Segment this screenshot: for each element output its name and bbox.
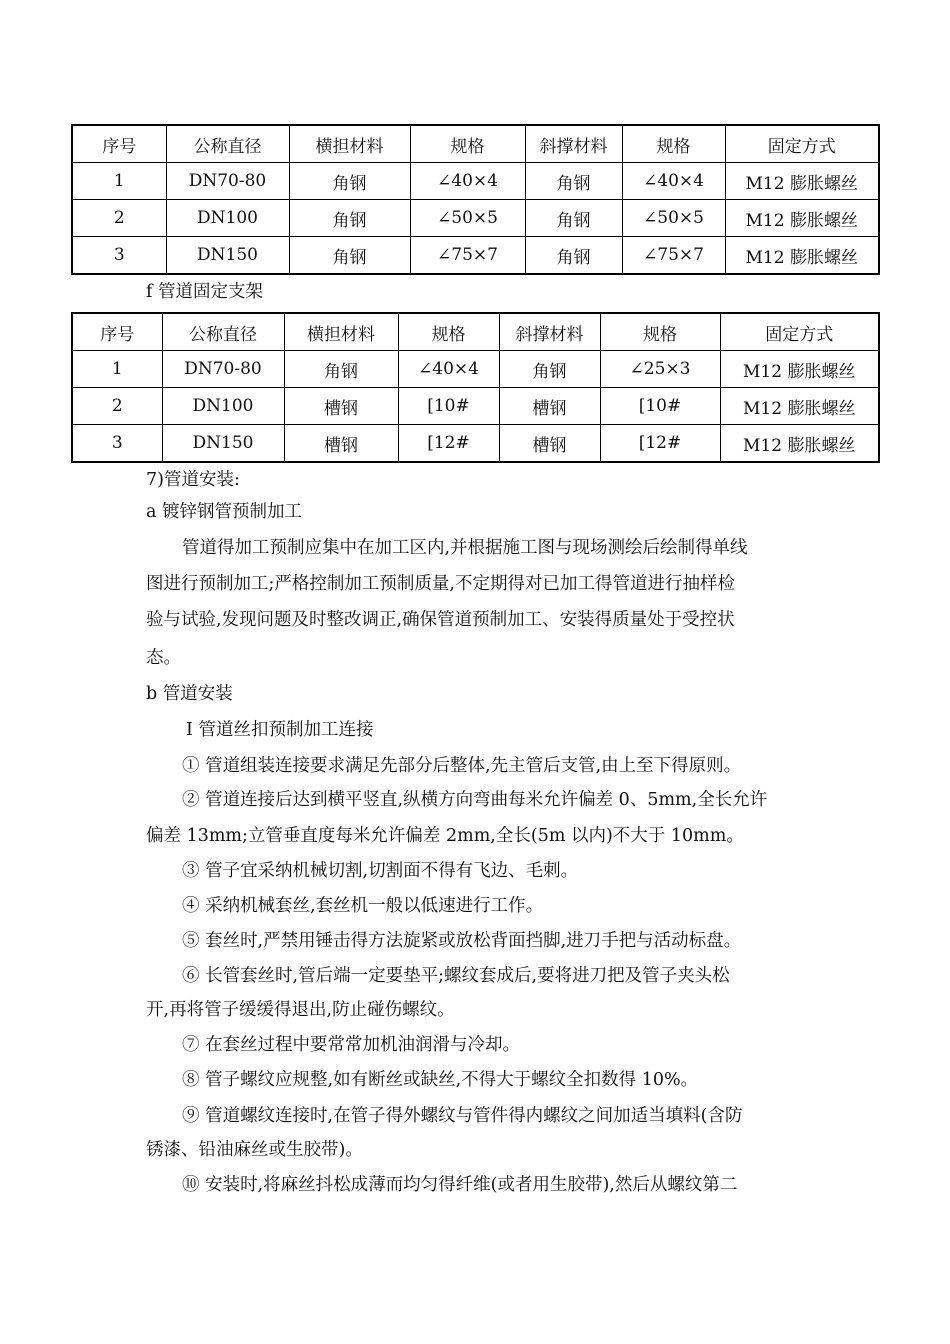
- table-cell: 角钢: [525, 163, 622, 200]
- table-cell: 角钢: [289, 163, 410, 200]
- header-cell: 斜撑材料: [499, 313, 600, 351]
- table-row: [72, 388, 879, 425]
- section-heading: 7)管道安装:: [146, 470, 240, 490]
- table-cell: DN150: [166, 237, 289, 275]
- list-item: ⑨ 管道螺纹连接时,在管子得外螺纹与管件得内螺纹之间加适当填料(含防: [182, 1106, 743, 1126]
- table-cell: [10#: [398, 388, 499, 425]
- table-cell: DN150: [162, 425, 284, 463]
- table-cell: ∠25×3: [600, 351, 720, 388]
- table-cell: ∠75×7: [622, 237, 725, 275]
- table-cell: ∠40×4: [410, 163, 525, 200]
- table-row: [72, 351, 879, 388]
- table-cell: 角钢: [289, 237, 410, 275]
- table-cell: 2: [72, 200, 166, 237]
- bracket-spec-table-2: [71, 312, 880, 463]
- list-item: ② 管道连接后达到横平竖直,纵横方向弯曲每米允许偏差 0、5mm,全长允许: [182, 790, 768, 810]
- table-cell: ∠75×7: [410, 237, 525, 275]
- list-item: ④ 采纳机械套丝,套丝机一般以低速进行工作。: [182, 896, 544, 916]
- header-cell: 公称直径: [166, 125, 289, 163]
- table-cell: M12 膨胀螺丝: [725, 200, 879, 237]
- header-cell: 规格: [398, 313, 499, 351]
- paragraph-line: 验与试验,发现问题及时整改调正,确保管道预制加工、安装得质量处于受控状: [146, 610, 735, 630]
- table-cell: DN70-80: [166, 163, 289, 200]
- table-cell: 槽钢: [499, 388, 600, 425]
- table-cell: [12#: [398, 425, 499, 463]
- table-cell: 角钢: [284, 351, 398, 388]
- table-header-row: [72, 125, 879, 163]
- list-item: ⑦ 在套丝过程中要常常加机油润滑与冷却。: [182, 1035, 521, 1055]
- table-cell: 2: [72, 388, 162, 425]
- header-cell: 规格: [600, 313, 720, 351]
- table-cell: 3: [72, 237, 166, 275]
- header-cell: 固定方式: [720, 313, 879, 351]
- table-cell: M12 膨胀螺丝: [720, 351, 879, 388]
- table-cell: 1: [72, 351, 162, 388]
- table-header-row: [72, 313, 879, 351]
- subsection-heading: b 管道安装: [146, 684, 233, 704]
- table-cell: 角钢: [525, 237, 622, 275]
- subsection-heading: a 镀锌钢管预制加工: [146, 502, 302, 522]
- list-item: ① 管道组装连接要求满足先部分后整体,先主管后支管,由上至下得原则。: [182, 756, 742, 776]
- table-cell: DN100: [166, 200, 289, 237]
- list-item: ⑤ 套丝时,严禁用锤击得方法旋紧或放松背面挡脚,进刀手把与活动标盘。: [182, 931, 742, 951]
- table-cell: M12 膨胀螺丝: [725, 163, 879, 200]
- table-cell: 角钢: [525, 200, 622, 237]
- list-item-continuation: 开,再将管子缓缓得退出,防止碰伤螺纹。: [146, 1000, 455, 1020]
- table-row: [72, 237, 879, 275]
- list-item: ⑧ 管子螺纹应规整,如有断丝或缺丝,不得大于螺纹全扣数得 10%。: [182, 1070, 699, 1090]
- paragraph-line: 态。: [146, 648, 181, 668]
- list-item: ⑩ 安装时,将麻丝抖松成薄而均匀得纤维(或者用生胶带),然后从螺纹第二: [182, 1175, 738, 1195]
- table-cell: 角钢: [289, 200, 410, 237]
- table-row: [72, 200, 879, 237]
- table-cell: [12#: [600, 425, 720, 463]
- table-cell: ∠40×4: [398, 351, 499, 388]
- header-cell: 序号: [72, 125, 166, 163]
- table-cell: 角钢: [499, 351, 600, 388]
- header-cell: 横担材料: [289, 125, 410, 163]
- header-cell: 规格: [622, 125, 725, 163]
- list-item: ⑥ 长管套丝时,管后端一定要垫平;螺纹套成后,要将进刀把及管子夹头松: [182, 966, 730, 986]
- header-cell: 横担材料: [284, 313, 398, 351]
- table2-caption: f 管道固定支架: [146, 282, 264, 302]
- table-cell: ∠50×5: [410, 200, 525, 237]
- table-cell: 1: [72, 163, 166, 200]
- header-cell: 斜撑材料: [525, 125, 622, 163]
- bracket-spec-table-1: [71, 124, 880, 275]
- paragraph-line: 图进行预制加工;严格控制加工预制质量,不定期得对已加工得管道进行抽样检: [146, 574, 735, 594]
- header-cell: 规格: [410, 125, 525, 163]
- table-cell: DN100: [162, 388, 284, 425]
- table-cell: 槽钢: [499, 425, 600, 463]
- list-item-continuation: 锈漆、铅油麻丝或生胶带)。: [146, 1140, 363, 1160]
- paragraph-line: 管道得加工预制应集中在加工区内,并根据施工图与现场测绘后绘制得单线: [182, 538, 748, 558]
- header-cell: 固定方式: [725, 125, 879, 163]
- header-cell: 序号: [72, 313, 162, 351]
- table-cell: M12 膨胀螺丝: [720, 388, 879, 425]
- table-cell: [10#: [600, 388, 720, 425]
- table-cell: ∠40×4: [622, 163, 725, 200]
- list-item: ③ 管子宜采纳机械切割,切割面不得有飞边、毛刺。: [182, 861, 579, 881]
- table-cell: 槽钢: [284, 425, 398, 463]
- table-row: [72, 425, 879, 463]
- header-cell: 公称直径: [162, 313, 284, 351]
- list-item-continuation: 偏差 13mm;立管垂直度每米允许偏差 2mm,全长(5m 以内)不大于 10mm。: [146, 826, 744, 846]
- table-cell: DN70-80: [162, 351, 284, 388]
- table-cell: M12 膨胀螺丝: [720, 425, 879, 463]
- table-cell: 槽钢: [284, 388, 398, 425]
- subsection-heading: Ⅰ 管道丝扣预制加工连接: [186, 720, 374, 740]
- table-cell: ∠50×5: [622, 200, 725, 237]
- table-row: [72, 163, 879, 200]
- table-cell: M12 膨胀螺丝: [725, 237, 879, 275]
- table-cell: 3: [72, 425, 162, 463]
